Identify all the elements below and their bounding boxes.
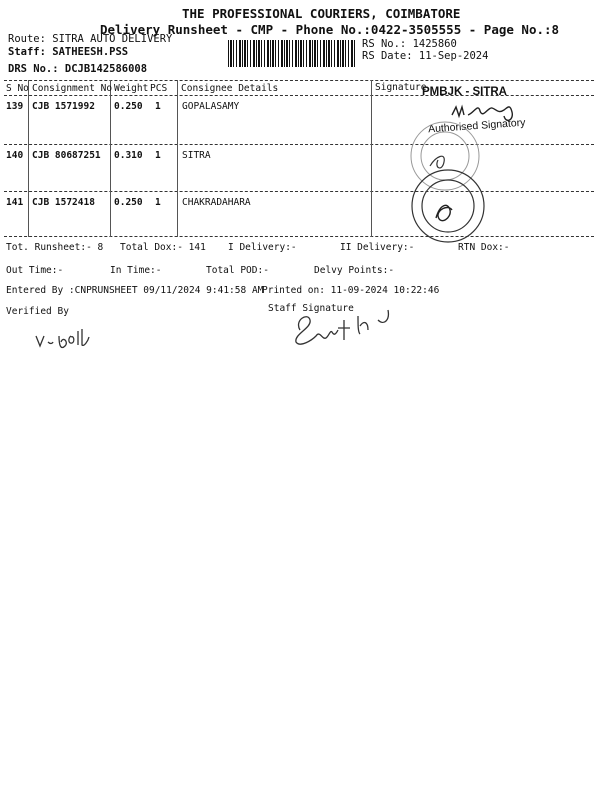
signature-row2 — [430, 156, 444, 168]
row-consignment: CJB 1572418 — [32, 197, 95, 208]
rs-date: RS Date: 11-Sep-2024 — [362, 50, 489, 62]
drs-number: DRS No.: DCJB142586008 — [8, 63, 148, 75]
row-consignment: CJB 1571992 — [32, 101, 95, 112]
row-consignee: GOPALASAMY — [182, 101, 240, 112]
verified-signature — [36, 329, 89, 348]
route-label: Route: SITRA AUTO DELIVERY — [8, 33, 173, 45]
rtn-dox: RTN Dox:- — [458, 242, 510, 253]
col-header-pcs: PCS — [150, 83, 168, 94]
signature-row1 — [452, 107, 512, 120]
total-pod: Total POD:- — [206, 265, 269, 276]
row-consignee: SITRA — [182, 150, 211, 161]
i-delivery: I Delivery:- — [228, 242, 297, 253]
row-pcs: 1 — [155, 150, 161, 161]
delvy-points: Delvy Points:- — [314, 265, 395, 276]
rs-number: RS No.: 1425860 — [362, 38, 457, 50]
row-sno: 139 — [6, 101, 24, 112]
col-header-signature: Signature — [375, 82, 427, 93]
row-weight: 0.310 — [114, 150, 143, 161]
row-sno: 140 — [6, 150, 24, 161]
staff-signature-label: Staff Signature — [268, 303, 354, 314]
row-consignee: CHAKRADAHARA — [182, 197, 251, 208]
verified-by-label: Verified By — [6, 306, 69, 317]
staff-signature-mark — [296, 310, 389, 344]
row-weight: 0.250 — [114, 197, 143, 208]
col-header-consignee: Consignee Details — [181, 83, 279, 94]
staff-label: Staff: SATHEESH.PSS — [8, 46, 129, 58]
tot-runsheet: Tot. Runsheet:- 8 — [6, 242, 104, 253]
row-consignment: CJB 80687251 — [32, 150, 101, 161]
ii-delivery: II Delivery:- — [340, 242, 415, 253]
out-time: Out Time:- — [6, 265, 64, 276]
col-header-consignment: Consignment No — [32, 83, 113, 94]
authorised-signatory-text: Authorised Signatory — [427, 116, 526, 136]
office-stamp-text: PMBJK - SITRA — [422, 86, 507, 98]
row-sno: 141 — [6, 197, 24, 208]
row-pcs: 1 — [155, 197, 161, 208]
entered-by: Entered By :CNPRUNSHEET 09/11/2024 9:41:58 AM — [6, 285, 264, 296]
row-pcs: 1 — [155, 101, 161, 112]
row-weight: 0.250 — [114, 101, 143, 112]
col-header-weight: Weight — [114, 83, 149, 94]
total-dox: Total Dox:- 141 — [120, 242, 206, 253]
col-header-sno: S No — [6, 83, 29, 94]
company-title: THE PROFESSIONAL COURIERS, COIMBATORE — [182, 6, 461, 21]
printed-on: Printed on: 11-09-2024 10:22:46 — [262, 285, 440, 296]
in-time: In Time:- — [110, 265, 162, 276]
runsheet-subtitle: Delivery Runsheet - CMP - Phone No.:0422-3505555 - Page No.:8 — [100, 22, 560, 37]
signature-row3 — [436, 205, 452, 220]
